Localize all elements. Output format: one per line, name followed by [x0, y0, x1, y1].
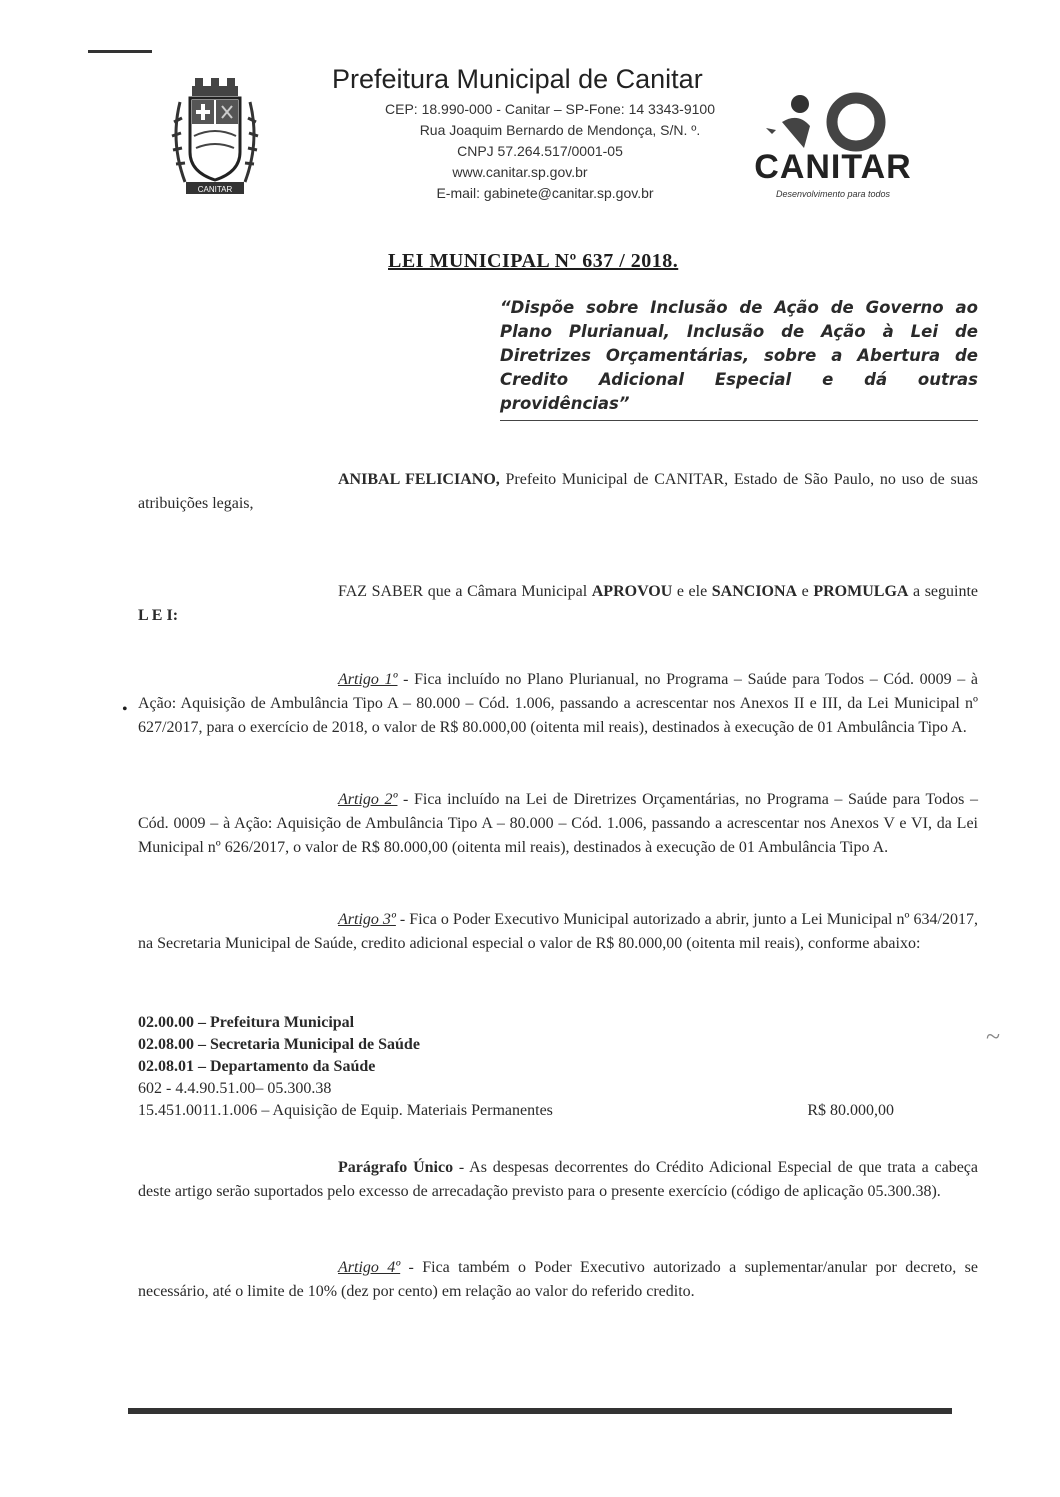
faz-saber-bold: PROMULGA	[813, 583, 909, 600]
faz-saber-text: FAZ SABER que a Câmara Municipal	[338, 583, 592, 600]
law-summary: “Dispõe sobre Inclusão de Ação de Governo ao Plano Plurianual, Inclusão de Ação à Lei de Diretrizes Orçamentárias, sobre a Abertura de Credito Adicional Especial e dá outras providências”	[500, 298, 978, 413]
article-label: Artigo 4º	[338, 1259, 401, 1276]
scan-mark	[88, 50, 152, 53]
paragrafo-text: - As despesas decorrentes do Crédito Adicional Especial de que trata a cabeça deste artigo serão suportados pelo excesso de arrecadação previsto para o presente exercício (código de aplicação 05.300.38).	[138, 1159, 979, 1200]
article-4	[138, 1256, 978, 1304]
faz-saber-bold: SANCIONA	[711, 583, 798, 600]
faz-saber-paragraph	[138, 580, 978, 628]
law-title: LEI MUNICIPAL Nº 637 / 2018.	[388, 250, 679, 272]
article-text: - Fica também o Poder Executivo autorizado a suplementar/anular por decreto, se necessário, até o limite de 10% (dez por cento) em relação ao valor do referido credito.	[138, 1259, 978, 1300]
budget-line-code: 602 - 4.4.90.51.00– 05.300.38	[138, 1080, 332, 1097]
logo-wordmark: CANITAR	[754, 148, 912, 186]
article-label: Artigo 3º	[338, 911, 396, 928]
budget-line-prefeitura: 02.00.00 – Prefeitura Municipal	[138, 1014, 355, 1031]
header-email: E-mail: gabinete@canitar.sp.gov.br	[436, 185, 654, 201]
mayor-name: ANIBAL FELICIANO,	[338, 471, 500, 488]
budget-item-value: R$ 80.000,00	[807, 1102, 894, 1119]
crest-label: CANITAR	[197, 185, 233, 194]
header-title: Prefeitura Municipal de Canitar	[332, 64, 703, 94]
budget-allocation	[138, 1012, 978, 1122]
intro-text: Prefeito Municipal de CANITAR, Estado de São Paulo, no uso de suas atribuições legais,	[138, 471, 979, 512]
header-address-line: Rua Joaquim Bernardo de Mendonça, S/N. º.	[419, 122, 701, 138]
article-text: - Fica o Poder Executivo Municipal autorizado a abrir, junto a Lei Municipal nº 634/2017, na Secretaria Municipal de Saúde, credito adicional especial o valor de R$ 80.000,00 (oitenta mil reais), conforme abaixo:	[138, 911, 978, 952]
budget-line-item	[138, 1100, 894, 1122]
article-1	[138, 668, 978, 740]
scan-dot: •	[122, 701, 128, 718]
budget-line-departamento: 02.08.01 – Departamento da Saúde	[138, 1058, 376, 1075]
article-2	[138, 788, 978, 860]
intro-paragraph	[138, 468, 978, 516]
budget-line-secretaria: 02.08.00 – Secretaria Municipal de Saúde	[138, 1036, 420, 1053]
margin-mark: ~	[986, 1022, 1001, 1051]
faz-saber-bold: L E I:	[138, 607, 179, 624]
article-text: - Fica incluído no Plano Plurianual, no Programa – Saúde para Todos – Cód. 0009 – à Ação: Aquisição de Ambulância Tipo A – 80.000 – Cód. 1.006, passando a acrescentar nos Anexos II e III, da Lei Municipal nº 627/2017, para o exercício de 2018, o valor de R$ 80.000,00 (oitenta mil reais), destinados à execução de 01 Ambulância Tipo A.	[138, 671, 978, 736]
summary-divider	[500, 420, 978, 421]
footer-bar	[128, 1408, 952, 1414]
municipal-crest-icon	[160, 72, 270, 202]
header-website: www.canitar.sp.gov.br	[452, 164, 588, 180]
article-3	[138, 908, 978, 956]
header-cnpj: CNPJ 57.264.517/0001-05	[457, 143, 623, 159]
header-address-line: CEP: 18.990-000 - Canitar – SP-Fone: 14 3343-9100	[385, 101, 715, 117]
paragrafo-unico	[138, 1156, 978, 1204]
faz-saber-bold: APROVOU	[591, 583, 673, 600]
paragrafo-label: Parágrafo Único	[338, 1159, 454, 1176]
logo-tagline: Desenvolvimento para todos	[775, 189, 891, 199]
faz-saber-text: e	[797, 583, 814, 600]
faz-saber-text: a seguinte	[908, 583, 979, 600]
article-label: Artigo 1º	[338, 671, 398, 688]
budget-item-description: 15.451.0011.1.006 – Aquisição de Equip. Materiais Permanentes	[138, 1102, 553, 1119]
article-text: - Fica incluído na Lei de Diretrizes Orçamentárias, no Programa – Saúde para Todos – Cód. 0009 – à Ação: Aquisição de Ambulância Tipo A – 80.000 – Cód. 1.006, passando a acrescentar nos Anexos V e VI, da Lei Municipal nº 626/2017, o valor de R$ 80.000,00 (oitenta mil reais), destinados à execução de 01 Ambulância Tipo A.	[138, 791, 978, 856]
faz-saber-text: e ele	[672, 583, 712, 600]
article-label: Artigo 2º	[338, 791, 398, 808]
